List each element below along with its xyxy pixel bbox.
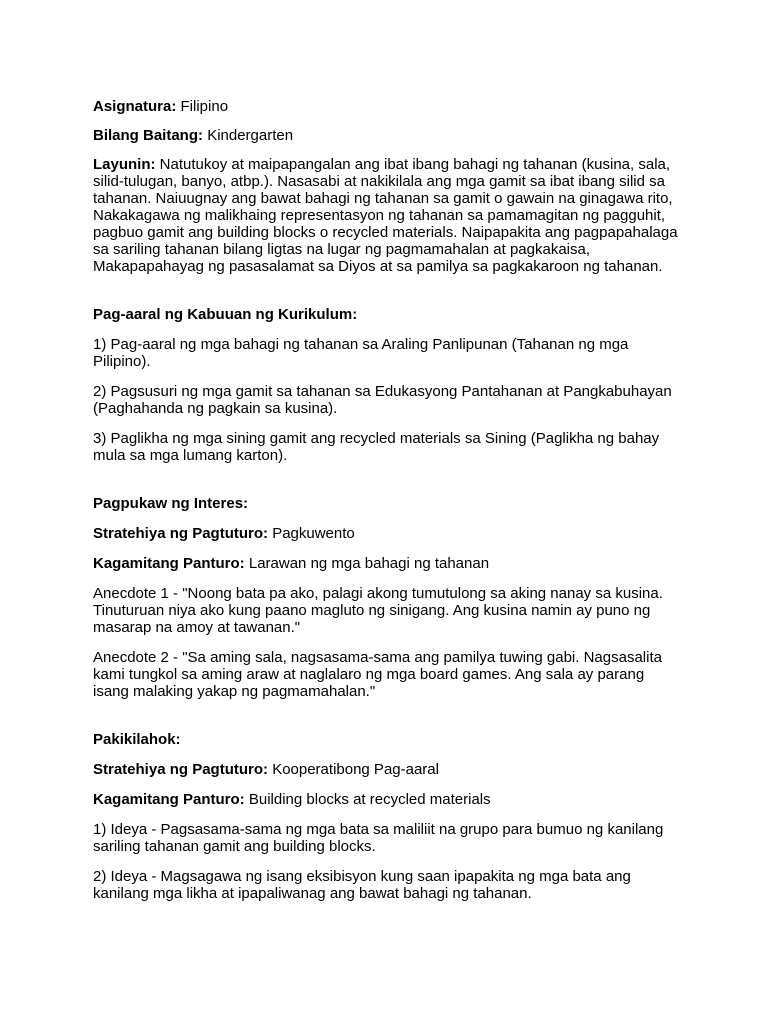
stratehiya-value: Pagkuwento	[272, 525, 355, 542]
bilang-baitang-line	[93, 127, 683, 144]
kagamitan-value: Larawan ng mga bahagi ng tahanan	[248, 555, 490, 572]
asignatura-value: Filipino	[180, 98, 229, 115]
ideya-paragraph: 2) Ideya - Magsagawa ng isang eksibisyon kung saan ipapakita ng mga bata ang kanilang mga likha at ipapaliwanag ang bawat bahagi ng tahanan.	[93, 868, 631, 902]
layunin-label: Layunin:	[93, 156, 156, 173]
pagpukaw-heading-text: Pagpukaw ng Interes:	[93, 495, 249, 512]
lesson-plan-document	[93, 98, 683, 902]
pakikilahok-heading	[93, 731, 683, 748]
asignatura-label: Asignatura:	[93, 98, 177, 115]
asignatura-line	[93, 98, 683, 115]
anecdote-paragraph: Anecdote 1 - "Noong bata pa ako, palagi akong tumutulong sa aking nanay sa kusina. Tinuturuan niya ako kung paano magluto ng sinigang. Ang kusina namin ay puno ng masarap na amoy at tawanan."	[93, 585, 663, 636]
pagpukaw-heading	[93, 495, 683, 512]
stratehiya-label: Stratehiya ng Pagtuturo:	[93, 525, 269, 542]
pagpukaw-kagamitan-line	[93, 555, 683, 572]
kagamitan-label: Kagamitang Panturo:	[93, 791, 245, 808]
anecdote-paragraph: Anecdote 2 - "Sa aming sala, nagsasama-sama ang pamilya tuwing gabi. Nagsasalita kami tungkol sa aming araw at naglalaro ng mga board games. Ang sala ay parang isang malaking yakap ng pagmamahalan."	[93, 649, 662, 700]
bilang-baitang-value: Kindergarten	[207, 127, 294, 144]
ideya-paragraph: 1) Ideya - Pagsasama-sama ng mga bata sa maliliit na grupo para bumuo ng kanilang sariling tahanan gamit ang building blocks.	[93, 821, 664, 855]
kagamitan-label: Kagamitang Panturo:	[93, 555, 245, 572]
stratehiya-value: Kooperatibong Pag-aaral	[272, 761, 439, 778]
kurikulum-item: 1) Pag-aaral ng mga bahagi ng tahanan sa Araling Panlipunan (Tahanan ng mga Pilipino).	[93, 336, 629, 370]
kurikulum-heading-text: Pag-aaral ng Kabuuan ng Kurikulum:	[93, 306, 358, 323]
layunin-paragraph	[93, 156, 683, 275]
pakikilahok-kagamitan-line	[93, 791, 683, 808]
pagpukaw-stratehiya-line	[93, 525, 683, 542]
pakikilahok-heading-text: Pakikilahok:	[93, 731, 181, 748]
kurikulum-heading	[93, 306, 683, 323]
kagamitan-value: Building blocks at recycled materials	[248, 791, 491, 808]
bilang-baitang-label: Bilang Baitang:	[93, 127, 204, 144]
kurikulum-item: 3) Paglikha ng mga sining gamit ang recycled materials sa Sining (Paglikha ng bahay mula sa mga lumang karton).	[93, 430, 660, 464]
pakikilahok-stratehiya-line	[93, 761, 683, 778]
stratehiya-label: Stratehiya ng Pagtuturo:	[93, 761, 269, 778]
kurikulum-item: 2) Pagsusuri ng mga gamit sa tahanan sa Edukasyong Pantahanan at Pangkabuhayan (Paghahanda ng pagkain sa kusina).	[93, 383, 672, 417]
layunin-value: Natutukoy at maipapangalan ang ibat ibang bahagi ng tahanan (kusina, sala, silid-tulugan, banyo, atbp.). Nasasabi at nakikilala ang mga gamit sa ibat ibang silid sa tahanan. Naiuugnay ang bawat bahagi ng tahanan sa gamit o gawain na ginagawa rito, Nakakagawa ng malikhaing representasyon ng tahanan sa pamamagitan ng pagguhit, pagbuo gamit ang building blocks o recycled materials. Naipapakita ang pagpapahalaga sa sariling tahanan bilang ligtas na lugar ng pagmamahalan at pagkakaisa, Makapapahayag ng pasasalamat sa Diyos at sa pamilya sa pagkakaroon ng tahanan.	[93, 156, 678, 275]
